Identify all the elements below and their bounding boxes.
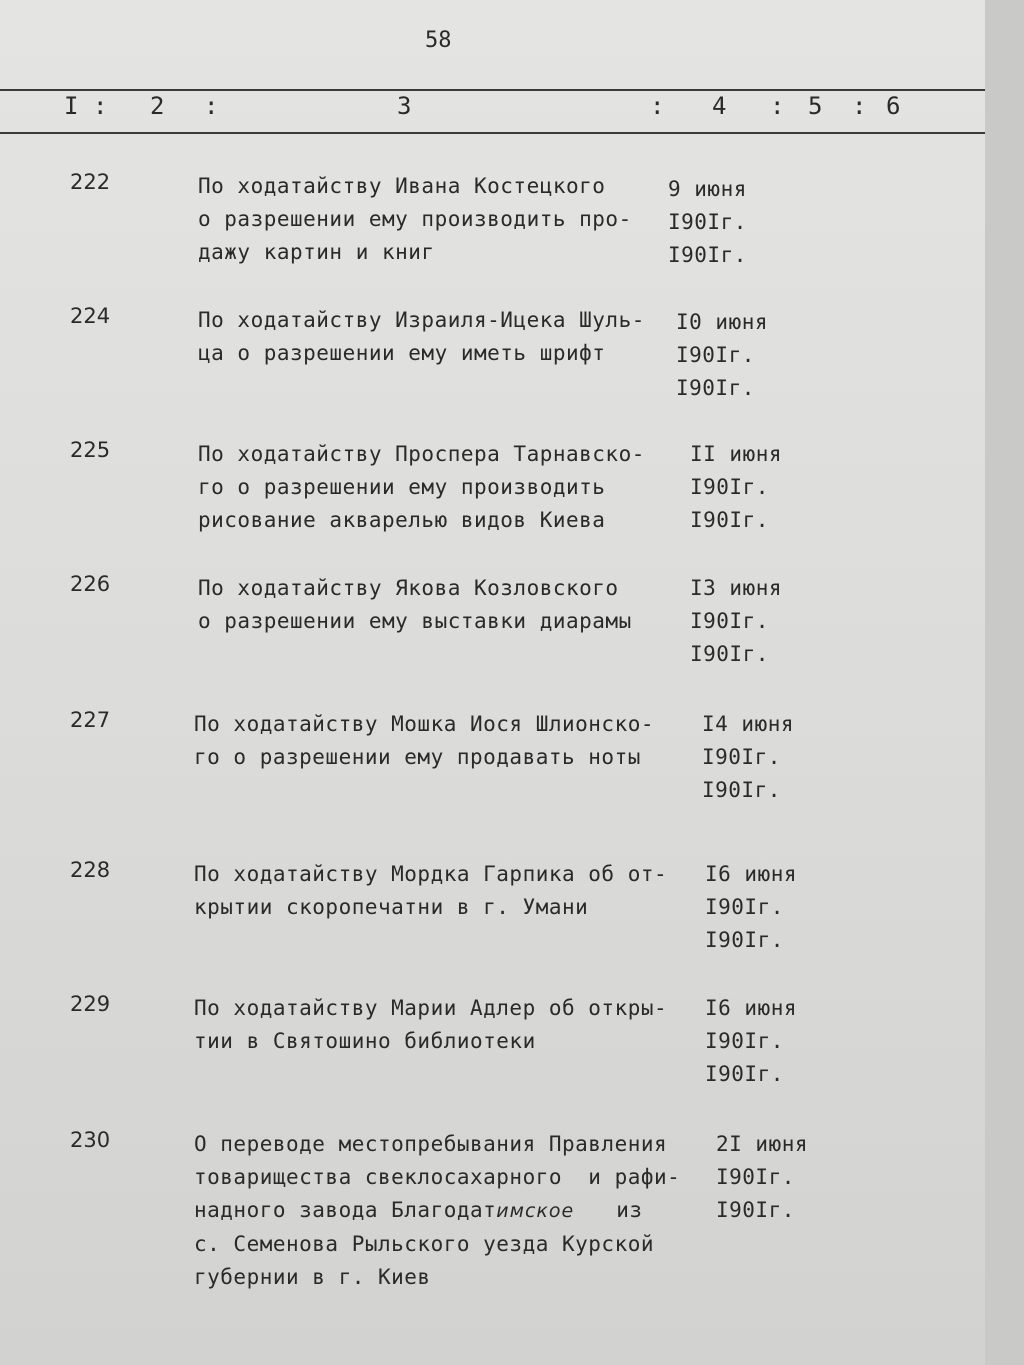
entry-description [198, 438, 645, 537]
column-header-3: 3 [397, 92, 412, 120]
start-year: I90Iг. [676, 343, 755, 367]
description-line: По ходатайству Мошка Иося Шлионско- [194, 712, 655, 736]
typed-text: надного завода Благодат [194, 1198, 497, 1222]
description-line-with-handwriting [194, 1194, 680, 1228]
start-year: I90Iг. [705, 895, 784, 919]
entry-dates [702, 708, 794, 807]
column-header-5: 5 [808, 92, 823, 120]
start-date: I4 июня [702, 712, 795, 736]
entry-description [198, 170, 632, 269]
description-line: ца о разрешении ему иметь шрифт [198, 341, 606, 365]
description-line: о разрешении ему производить про- [198, 207, 632, 231]
end-year: I90Iг. [705, 1062, 784, 1086]
entry-dates [690, 572, 782, 671]
entry-dates [705, 992, 797, 1091]
description-line: По ходатайству Якова Козловского [198, 576, 619, 600]
entry-description [194, 1128, 680, 1294]
description-line: о разрешении ему выставки диарамы [198, 609, 632, 633]
start-date: 9 июня [668, 177, 747, 201]
entry-number: 224 [70, 304, 111, 328]
entry-number: 228 [70, 858, 111, 882]
description-line: товарищества свеклосахарного и рафи- [194, 1165, 681, 1189]
typed-text: из [616, 1198, 643, 1222]
entry-number: 226 [70, 572, 111, 596]
entry-description [194, 708, 654, 774]
page-edge-shadow [985, 0, 1024, 1365]
start-date: 2I июня [716, 1132, 809, 1156]
description-line: По ходатайству Ивана Костецкого [198, 174, 606, 198]
description-line: го о разрешении ему продавать ноты [194, 745, 641, 769]
entry-number: 229 [70, 992, 111, 1016]
end-year: I90Iг. [702, 778, 781, 802]
start-date: I6 июня [705, 862, 798, 886]
end-year: I90Iг. [690, 508, 769, 532]
start-year: I90Iг. [690, 609, 769, 633]
end-year: I90Iг. [705, 928, 784, 952]
description-line: го о разрешении ему производить [198, 475, 606, 499]
entry-dates [705, 858, 797, 957]
header-top-rule [0, 89, 985, 91]
entry-number: 227 [70, 708, 111, 732]
column-separator: : [852, 92, 867, 120]
start-year: I90Iг. [705, 1029, 784, 1053]
column-header-1: I [64, 92, 79, 120]
description-line: По ходатайству Мордка Гарпика об от- [194, 862, 668, 886]
column-header-4: 4 [712, 92, 727, 120]
entry-description [194, 858, 667, 924]
description-line: с. Семенова Рыльского уезда Курской [194, 1232, 655, 1256]
entry-dates [716, 1128, 808, 1227]
description-line: По ходатайству Израиля-Ицека Шуль- [198, 308, 645, 332]
start-date: I0 июня [676, 310, 769, 334]
header-bottom-rule [0, 132, 985, 134]
start-date: II июня [690, 442, 783, 466]
entry-number: 225 [70, 438, 111, 462]
start-year: I90Iг. [690, 475, 769, 499]
description-line: рисование акварелью видов Киева [198, 508, 606, 532]
description-line: крытии скоропечатни в г. Умани [194, 895, 589, 919]
start-year: I90Iг. [668, 210, 747, 234]
start-year: I90Iг. [702, 745, 781, 769]
entry-dates [668, 173, 747, 272]
entry-dates [676, 306, 768, 405]
description-line: По ходатайству Проспера Тарнавско- [198, 442, 645, 466]
entry-number: 222 [70, 170, 111, 194]
column-separator: : [93, 92, 108, 120]
end-year: I90Iг. [716, 1198, 795, 1222]
start-year: I90Iг. [716, 1165, 795, 1189]
column-separator: : [650, 92, 665, 120]
entry-description [198, 304, 645, 370]
column-separator: : [204, 92, 219, 120]
description-line: тии в Святошино библиотеки [194, 1029, 536, 1053]
description-line: губернии в г. Киев [194, 1265, 431, 1289]
page-number: 58 [425, 28, 452, 53]
description-line: О переводе местопребывания Правления [194, 1132, 668, 1156]
entry-number: 230 [70, 1128, 111, 1152]
entry-dates [690, 438, 782, 537]
entry-description [198, 572, 632, 638]
end-year: I90Iг. [676, 376, 755, 400]
end-year: I90Iг. [668, 243, 747, 267]
handwritten-insertion: имское [496, 1200, 575, 1222]
start-date: I6 июня [705, 996, 798, 1020]
end-year: I90Iг. [690, 642, 769, 666]
start-date: I3 июня [690, 576, 783, 600]
description-line: дажу картин и книг [198, 240, 435, 264]
entry-description [194, 992, 667, 1058]
description-line: По ходатайству Марии Адлер об откры- [194, 996, 668, 1020]
column-separator: : [770, 92, 785, 120]
column-header-2: 2 [150, 92, 165, 120]
column-header-6: 6 [886, 92, 901, 120]
